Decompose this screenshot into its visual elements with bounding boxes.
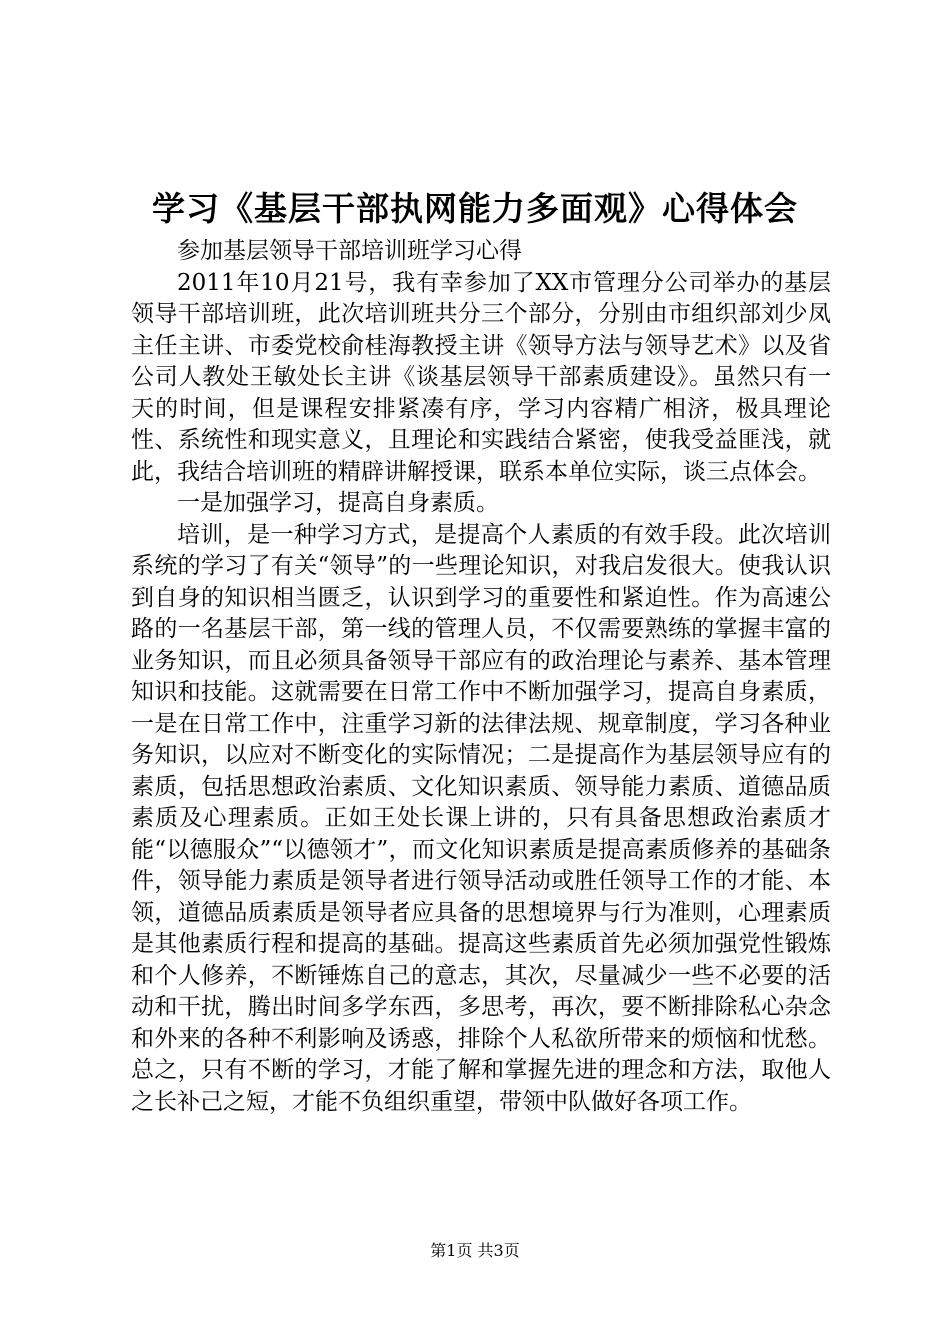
document-title: 学习《基层干部执网能力多面观》心得体会 [152,189,798,228]
paragraph-intro: 2011年10月21号，我有幸参加了XX市管理分公司举办的基层领导干部培训班，此次培训班共分三个部分，分别由市组织部刘少凤主任主讲、市委党校俞桂海教授主讲《领导方法与领导艺术》以及省公司人教处王敏处长主讲《谈基层领导干部素质建设》。虽然只有一天的时间，但是课程安排紧凑有序，学习内容精广相济，极具理论性、系统性和现实意义，且理论和实践结合紧密，使我受益匪浅，就此，我结合培训班的精辟讲解授课，联系本单位实际，谈三点体会。 [131,269,831,485]
document-body [131,236,831,1118]
paragraph-body-point-one: 培训，是一种学习方式，是提高个人素质的有效手段。此次培训系统的学习了有关“领导”的一些理论知识，对我启发很大。使我认识到自身的知识相当匮乏，认识到学习的重要性和紧迫性。作为高速公路的一名基层干部，第一线的管理人员，不仅需要熟练的掌握丰富的业务知识，而且必须具备领导干部应有的政治理论与素养、基本管理知识和技能。这就需要在日常工作中不断加强学习，提高自身素质，一是在日常工作中，注重学习新的法律法规、规章制度，学习各种业务知识，以应对不断变化的实际情况；二是提高作为基层领导应有的素质，包括思想政治素质、文化知识素质、领导能力素质、道德品质素质及心理素质。正如王处长课上讲的，只有具备思想政治素质才能“以德服众”“以德领才”，而文化知识素质是提高素质修养的基础条件，领导能力素质是领导者进行领导活动或胜任领导工作的才能、本领，道德品质素质是领导者应具备的思想境界与行为准则，心理素质是其他素质行程和提高的基础。提高这些素质首先必须加强党性锻炼和个人修养，不断锤炼自己的意志，其次，尽量减少一些不必要的活动和干扰，腾出时间多学东西，多思考，再次，要不断排除私心杂念和外来的各种不利影响及诱惑，排除个人私欲所带来的烦恼和忧愁。总之，只有不断的学习，才能了解和掌握先进的理念和方法，取他人之长补己之短，才能不负组织重望，带领中队做好各项工作。 [131,521,831,1115]
page-footer: 第1页 共3页 [430,1241,520,1260]
paragraph-heading-point-one: 一是加强学习，提高自身素质。 [177,490,499,516]
paragraph-subtitle: 参加基层领导干部培训班学习心得 [177,238,522,264]
